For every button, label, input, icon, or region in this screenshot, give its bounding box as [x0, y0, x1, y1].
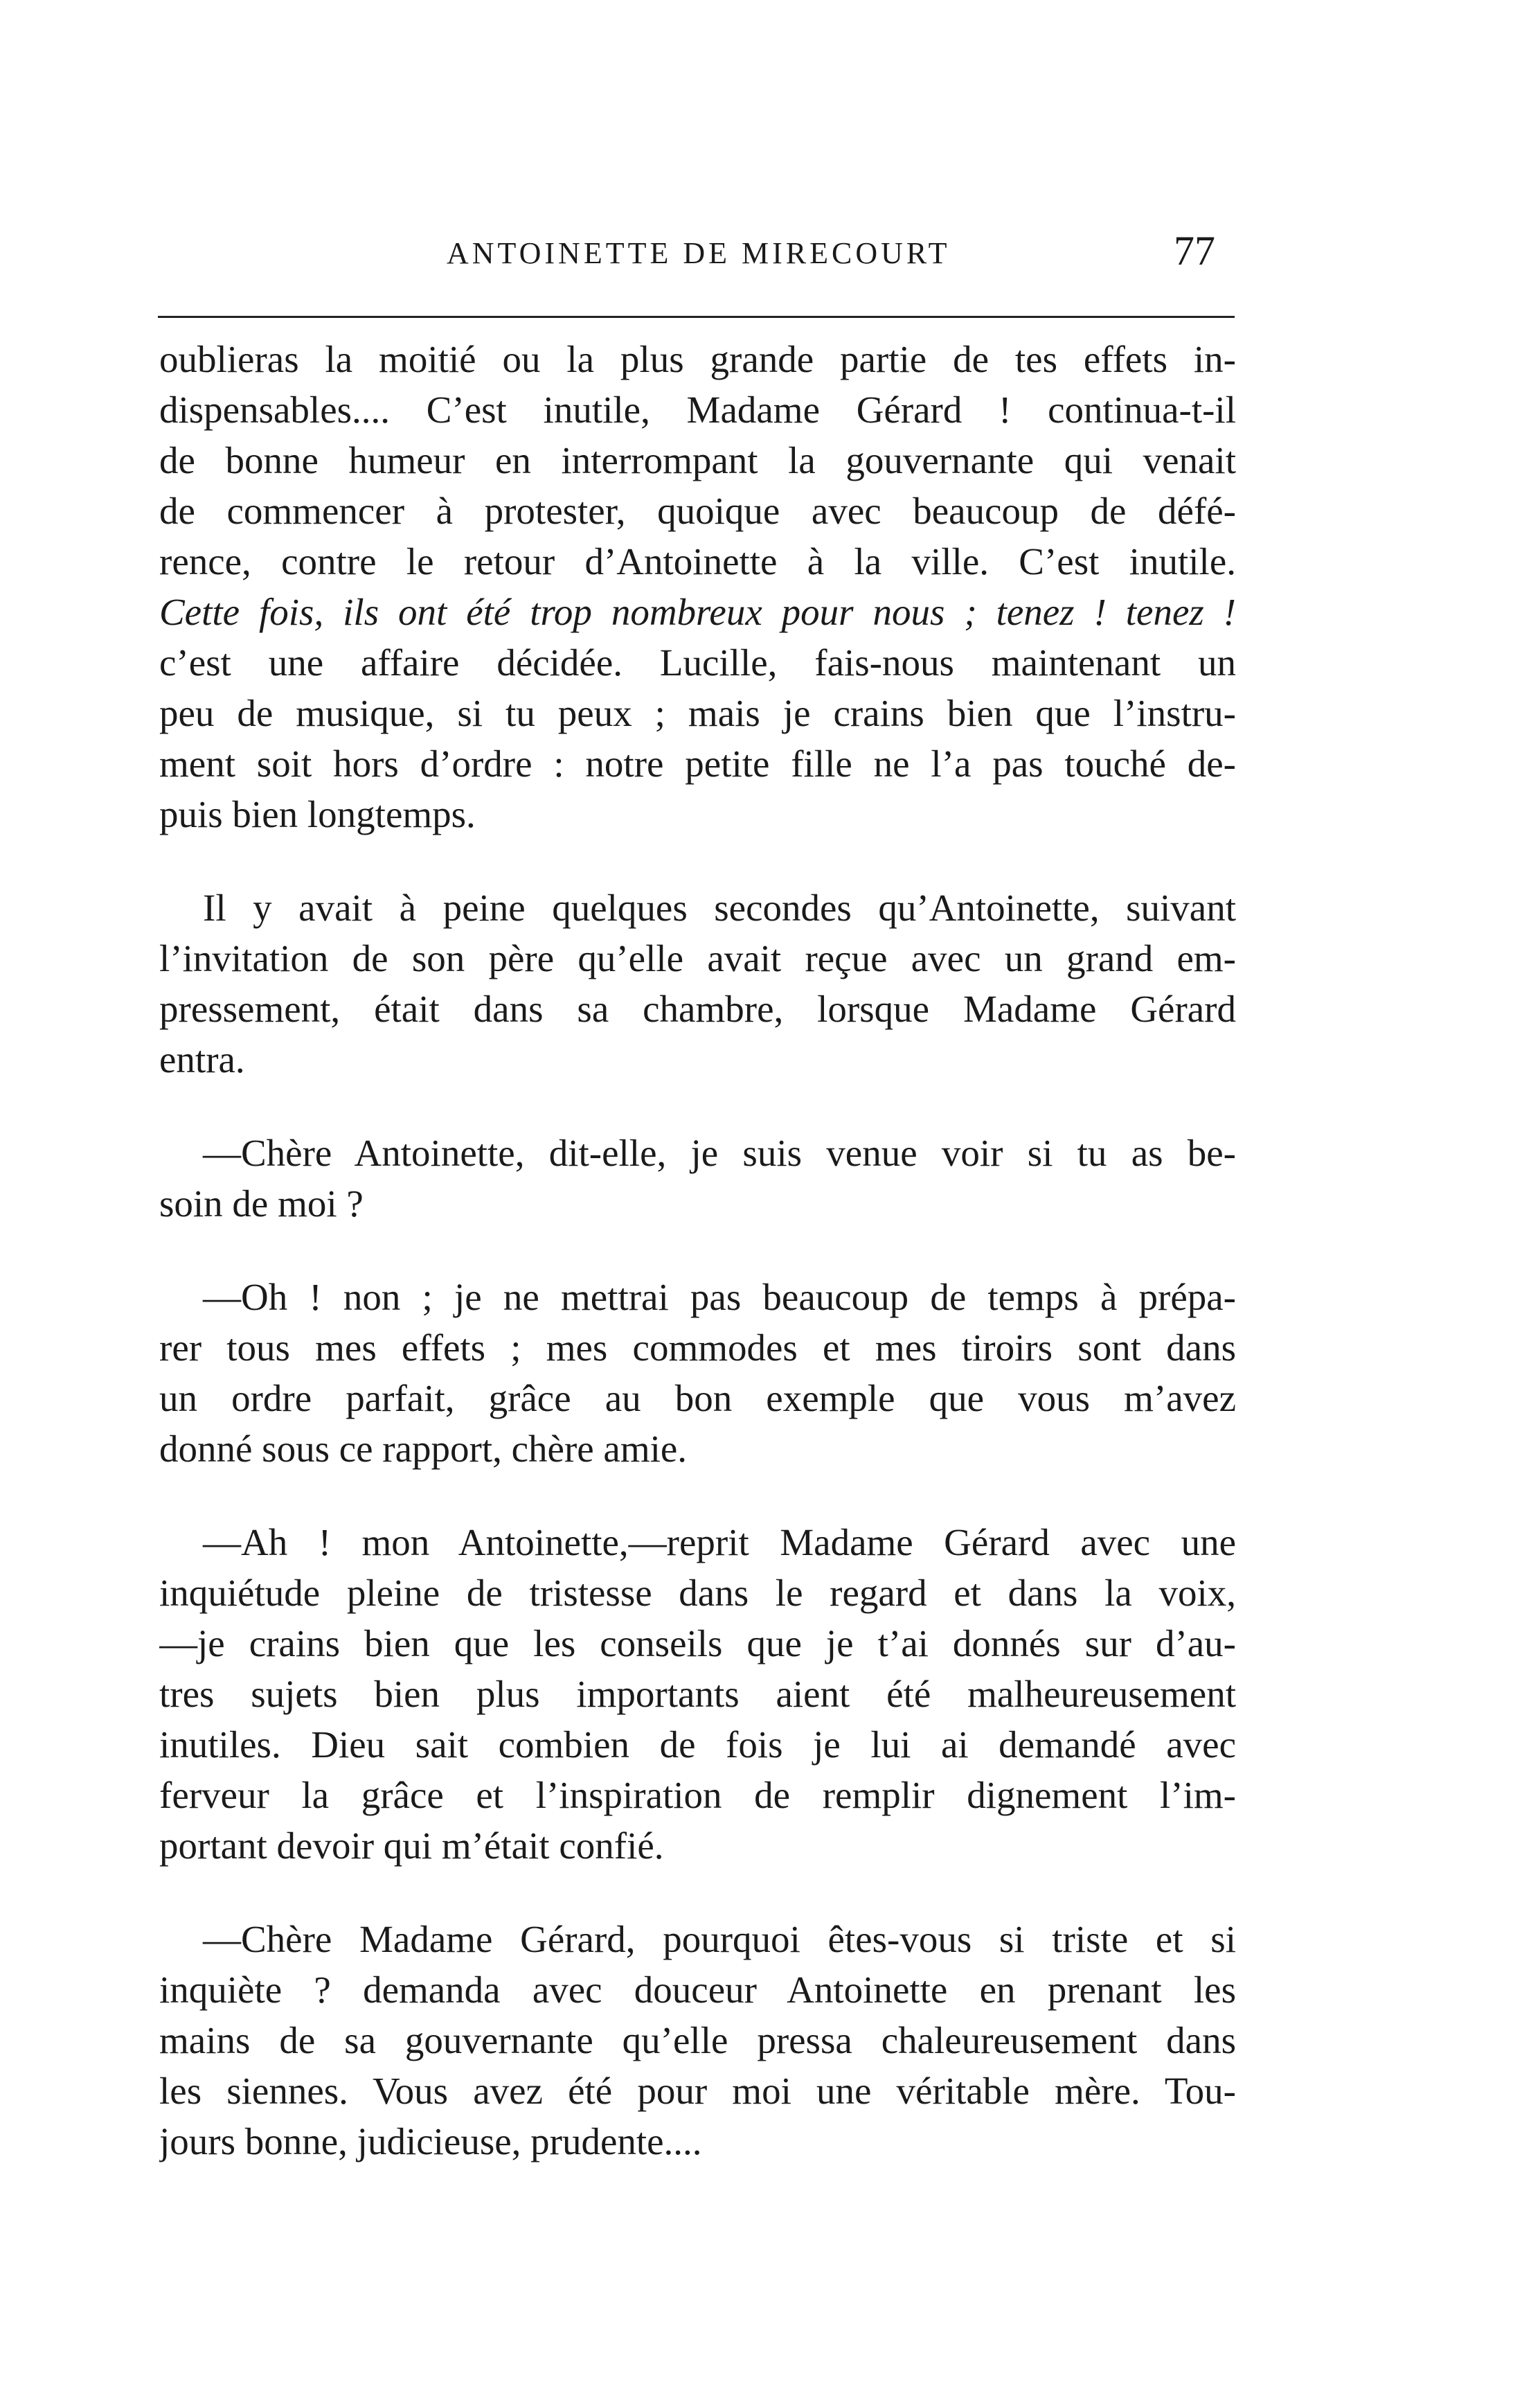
text-line: entra.: [159, 1038, 245, 1081]
text-line: puis bien longtemps.: [159, 793, 476, 835]
text-line: ferveur la grâce et l’inspiration de remplir dignement l’im-: [159, 1774, 1236, 1816]
paragraph: [159, 1517, 1236, 1871]
text-line: oublieras la moitié ou la plus grande partie de tes effets in-: [159, 338, 1236, 380]
text-line: mains de sa gouvernante qu’elle pressa chaleureusement dans: [159, 2019, 1236, 2061]
text-line: l’invitation de son père qu’elle avait reçue avec un grand em-: [159, 937, 1236, 979]
text-line: ment soit hors d’ordre : notre petite fille ne l’a pas touché de-: [159, 743, 1236, 785]
text-line: —je crains bien que les conseils que je t’ai donnés sur d’au-: [159, 1622, 1236, 1664]
text-line: inquiète ? demanda avec douceur Antoinette en prenant les: [159, 1969, 1236, 2011]
text-line: de bonne humeur en interrompant la gouvernante qui venait: [159, 439, 1236, 481]
text-line: les siennes. Vous avez été pour moi une véritable mère. Tou-: [159, 2070, 1236, 2112]
text-line: pressement, était dans sa chambre, lorsque Madame Gérard: [159, 988, 1236, 1030]
text-line: dispensables.... C’est inutile, Madame Gérard ! continua-t-il: [159, 389, 1236, 431]
paragraph: [159, 882, 1236, 1085]
text-line: jours bonne, judicieuse, prudente....: [159, 2120, 702, 2162]
paragraph-gap: [159, 1229, 1236, 1272]
paragraph-gap: [159, 1474, 1236, 1517]
text-line: —Ah ! mon Antoinette,—reprit Madame Gérard avec une: [203, 1521, 1236, 1563]
text-line: donné sous ce rapport, chère amie.: [159, 1428, 688, 1470]
body-text: [159, 334, 1236, 2167]
text-line: un ordre parfait, grâce au bon exemple que vous m’avez: [159, 1377, 1236, 1419]
text-line: rer tous mes effets ; mes commodes et mes tiroirs sont dans: [159, 1326, 1236, 1369]
text-line: inquiétude pleine de tristesse dans le regard et dans la voix,: [159, 1572, 1236, 1614]
running-header: [159, 223, 1267, 278]
text-line: —Oh ! non ; je ne mettrai pas beaucoup de temps à prépa-: [203, 1276, 1236, 1318]
text-line: —Chère Antoinette, dit-elle, je suis venue voir si tu as be-: [203, 1132, 1236, 1174]
text-line: soin de moi ?: [159, 1182, 364, 1225]
paragraph-gap: [159, 840, 1236, 882]
text-line: Il y avait à peine quelques secondes qu’Antoinette, suivant: [203, 887, 1236, 929]
running-title: ANTOINETTE DE MIRECOURT: [447, 236, 951, 270]
text-line: rence, contre le retour d’Antoinette à la ville. C’est inutile.: [159, 540, 1236, 583]
paragraph: [159, 1914, 1236, 2167]
paragraph: [159, 1128, 1236, 1229]
text-line: inutiles. Dieu sait combien de fois je lui ai demandé avec: [159, 1723, 1236, 1766]
text-line: tres sujets bien plus importants aient été malheureusement: [159, 1673, 1236, 1715]
paragraph-gap: [159, 1871, 1236, 1914]
header-rule: [158, 316, 1235, 318]
text-line: —Chère Madame Gérard, pourquoi êtes-vous si triste et si: [203, 1918, 1236, 1960]
page-number: 77: [1174, 228, 1215, 274]
paragraph-gap: [159, 1085, 1236, 1128]
paragraph: [159, 334, 1236, 840]
text-line: Cette fois, ils ont été trop nombreux pour nous ; tenez ! tenez !: [159, 591, 1236, 633]
paragraph: [159, 1272, 1236, 1474]
text-line: de commencer à protester, quoique avec beaucoup de défé-: [159, 490, 1236, 532]
text-line: portant devoir qui m’était confié.: [159, 1824, 664, 1867]
text-line: c’est une affaire décidée. Lucille, fais-nous maintenant un: [159, 641, 1236, 684]
text-line: peu de musique, si tu peux ; mais je crains bien que l’instru-: [159, 692, 1236, 734]
